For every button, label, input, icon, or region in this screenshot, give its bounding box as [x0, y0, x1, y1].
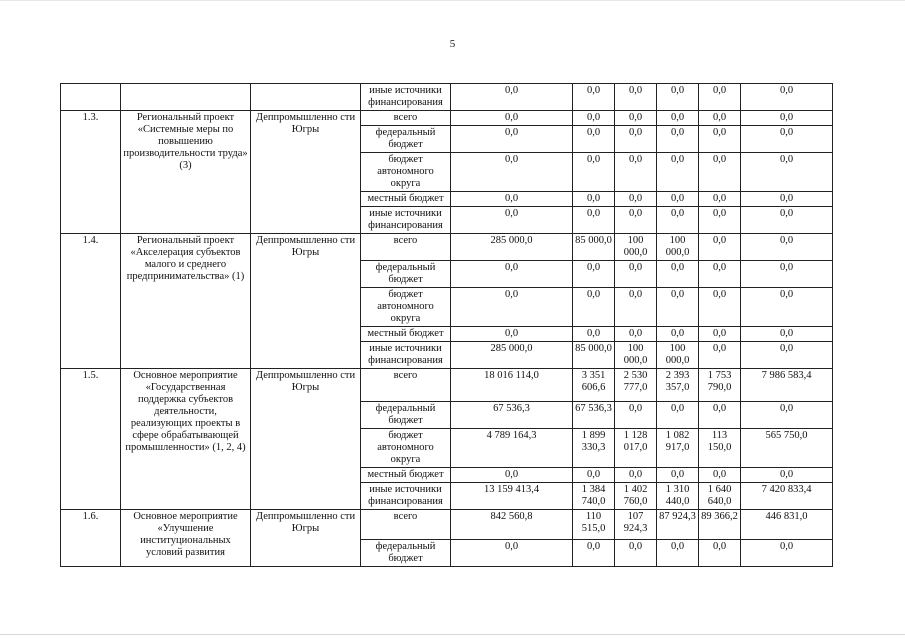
amount-total: 13 159 413,4: [451, 483, 573, 510]
amount-year: 0,0: [657, 207, 699, 234]
amount-total: 67 536,3: [451, 402, 573, 429]
amount-total: 4 789 164,3: [451, 429, 573, 468]
amount-year: 0,0: [741, 342, 833, 369]
row-number: 1.4.: [61, 234, 121, 369]
amount-year: 0,0: [741, 327, 833, 342]
amount-year: 0,0: [615, 126, 657, 153]
amount-year: 2 393 357,0: [657, 369, 699, 402]
amount-year: 0,0: [657, 402, 699, 429]
amount-year: 85 000,0: [573, 234, 615, 261]
amount-year: 110 515,0: [573, 510, 615, 540]
amount-total: 0,0: [451, 207, 573, 234]
amount-total: 0,0: [451, 288, 573, 327]
amount-total: 0,0: [451, 84, 573, 111]
project-name: Основное мероприятие «Государственная поддержка субъектов деятельности, реализующих проекты в сфере обрабатывающей промышленности» (1, 2, 4): [121, 369, 251, 510]
amount-year: 1 899 330,3: [573, 429, 615, 468]
amount-year: 0,0: [699, 234, 741, 261]
amount-year: 0,0: [615, 192, 657, 207]
amount-year: 0,0: [573, 126, 615, 153]
amount-year: 0,0: [615, 207, 657, 234]
amount-year: 0,0: [699, 126, 741, 153]
amount-total: 285 000,0: [451, 234, 573, 261]
amount-year: 0,0: [741, 126, 833, 153]
amount-year: 1 128 017,0: [615, 429, 657, 468]
amount-year: 0,0: [699, 402, 741, 429]
funding-source: всего: [361, 111, 451, 126]
amount-year: 0,0: [741, 153, 833, 192]
amount-year: 0,0: [741, 207, 833, 234]
amount-year: 1 402 760,0: [615, 483, 657, 510]
funding-source: федеральный бюджет: [361, 261, 451, 288]
amount-year: 0,0: [699, 540, 741, 567]
funding-source: иные источники финансирования: [361, 207, 451, 234]
amount-year: 0,0: [741, 468, 833, 483]
amount-year: 0,0: [741, 540, 833, 567]
row-number: 1.6.: [61, 510, 121, 567]
amount-year: 7 420 833,4: [741, 483, 833, 510]
amount-total: 0,0: [451, 327, 573, 342]
amount-year: 0,0: [573, 153, 615, 192]
amount-year: 0,0: [699, 327, 741, 342]
table-row: [61, 369, 833, 402]
amount-year: 0,0: [699, 192, 741, 207]
table-row: [61, 510, 833, 540]
funding-source: федеральный бюджет: [361, 540, 451, 567]
amount-total: 0,0: [451, 126, 573, 153]
funding-source: иные источники финансирования: [361, 483, 451, 510]
amount-year: 100 000,0: [615, 234, 657, 261]
amount-total: 842 560,8: [451, 510, 573, 540]
responsible-executor: Деппромышленно сти Югры: [251, 234, 361, 369]
amount-total: 0,0: [451, 468, 573, 483]
amount-year: 0,0: [657, 261, 699, 288]
amount-total: 0,0: [451, 192, 573, 207]
amount-year: 0,0: [657, 153, 699, 192]
funding-source: всего: [361, 510, 451, 540]
amount-year: 0,0: [699, 84, 741, 111]
amount-year: 1 753 790,0: [699, 369, 741, 402]
amount-year: 0,0: [699, 153, 741, 192]
amount-year: 0,0: [615, 402, 657, 429]
amount-year: 446 831,0: [741, 510, 833, 540]
amount-year: 0,0: [573, 261, 615, 288]
amount-year: 0,0: [741, 192, 833, 207]
amount-year: 0,0: [657, 540, 699, 567]
funding-source: бюджет автономного округа: [361, 288, 451, 327]
amount-year: 0,0: [699, 288, 741, 327]
amount-year: 0,0: [573, 192, 615, 207]
amount-year: 0,0: [615, 111, 657, 126]
amount-year: 0,0: [699, 261, 741, 288]
amount-year: 100 000,0: [657, 234, 699, 261]
funding-source: всего: [361, 234, 451, 261]
amount-year: 89 366,2: [699, 510, 741, 540]
funding-source: местный бюджет: [361, 192, 451, 207]
responsible-executor: Деппромышленно сти Югры: [251, 111, 361, 234]
amount-year: 107 924,3: [615, 510, 657, 540]
amount-year: 0,0: [573, 111, 615, 126]
table-body: [61, 84, 833, 567]
amount-year: 2 530 777,0: [615, 369, 657, 402]
amount-year: 0,0: [615, 468, 657, 483]
amount-year: 0,0: [741, 288, 833, 327]
amount-year: 87 924,3: [657, 510, 699, 540]
page-number: 5: [449, 38, 456, 50]
row-number: 1.5.: [61, 369, 121, 510]
funding-source: бюджет автономного округа: [361, 429, 451, 468]
funding-source: федеральный бюджет: [361, 402, 451, 429]
amount-year: 0,0: [741, 84, 833, 111]
funding-source: всего: [361, 369, 451, 402]
table-row: [61, 111, 833, 126]
amount-year: 0,0: [657, 192, 699, 207]
amount-year: 0,0: [615, 288, 657, 327]
row-number: [61, 84, 121, 111]
amount-year: 0,0: [573, 540, 615, 567]
amount-year: 0,0: [699, 342, 741, 369]
amount-year: 0,0: [573, 468, 615, 483]
funding-source: местный бюджет: [361, 327, 451, 342]
amount-year: 0,0: [615, 540, 657, 567]
amount-year: 0,0: [573, 327, 615, 342]
amount-year: 100 000,0: [615, 342, 657, 369]
amount-total: 0,0: [451, 111, 573, 126]
amount-year: 565 750,0: [741, 429, 833, 468]
amount-year: 0,0: [699, 468, 741, 483]
amount-year: 1 310 440,0: [657, 483, 699, 510]
amount-year: 3 351 606,6: [573, 369, 615, 402]
funding-source: иные источники финансирования: [361, 84, 451, 111]
funding-source: бюджет автономного округа: [361, 153, 451, 192]
amount-year: 0,0: [741, 111, 833, 126]
amount-year: 67 536,3: [573, 402, 615, 429]
funding-source: местный бюджет: [361, 468, 451, 483]
amount-year: 0,0: [699, 207, 741, 234]
amount-year: 0,0: [657, 327, 699, 342]
amount-year: 113 150,0: [699, 429, 741, 468]
row-number: 1.3.: [61, 111, 121, 234]
amount-total: 0,0: [451, 261, 573, 288]
funding-source: иные источники финансирования: [361, 342, 451, 369]
responsible-executor: Деппромышленно сти Югры: [251, 369, 361, 510]
amount-year: 85 000,0: [573, 342, 615, 369]
amount-year: 0,0: [573, 288, 615, 327]
amount-year: 0,0: [657, 288, 699, 327]
amount-year: 1 640 640,0: [699, 483, 741, 510]
amount-total: 0,0: [451, 540, 573, 567]
amount-year: 0,0: [573, 207, 615, 234]
responsible-executor: Деппромышленно сти Югры: [251, 510, 361, 567]
amount-year: 0,0: [615, 261, 657, 288]
funding-source: федеральный бюджет: [361, 126, 451, 153]
budget-table: [60, 83, 833, 567]
amount-year: 0,0: [657, 126, 699, 153]
amount-year: 0,0: [741, 234, 833, 261]
project-name: Региональный проект «Системные меры по повышению производительности труда» (3): [121, 111, 251, 234]
project-name: [121, 84, 251, 111]
amount-total: 18 016 114,0: [451, 369, 573, 402]
amount-year: 100 000,0: [657, 342, 699, 369]
project-name: Основное мероприятие «Улучшение институциональных условий развития: [121, 510, 251, 567]
amount-year: 7 986 583,4: [741, 369, 833, 402]
amount-total: 285 000,0: [451, 342, 573, 369]
amount-year: 0,0: [741, 402, 833, 429]
responsible-executor: [251, 84, 361, 111]
amount-year: 0,0: [657, 468, 699, 483]
amount-year: 1 384 740,0: [573, 483, 615, 510]
amount-year: 0,0: [741, 261, 833, 288]
table-row: [61, 234, 833, 261]
amount-year: 0,0: [615, 153, 657, 192]
amount-year: 0,0: [699, 111, 741, 126]
amount-year: 0,0: [615, 327, 657, 342]
amount-year: 0,0: [657, 111, 699, 126]
table-row: [61, 84, 833, 111]
amount-year: 0,0: [657, 84, 699, 111]
amount-year: 0,0: [573, 84, 615, 111]
amount-year: 1 082 917,0: [657, 429, 699, 468]
amount-year: 0,0: [615, 84, 657, 111]
project-name: Региональный проект «Акселерация субъектов малого и среднего предпринимательства» (1): [121, 234, 251, 369]
amount-total: 0,0: [451, 153, 573, 192]
